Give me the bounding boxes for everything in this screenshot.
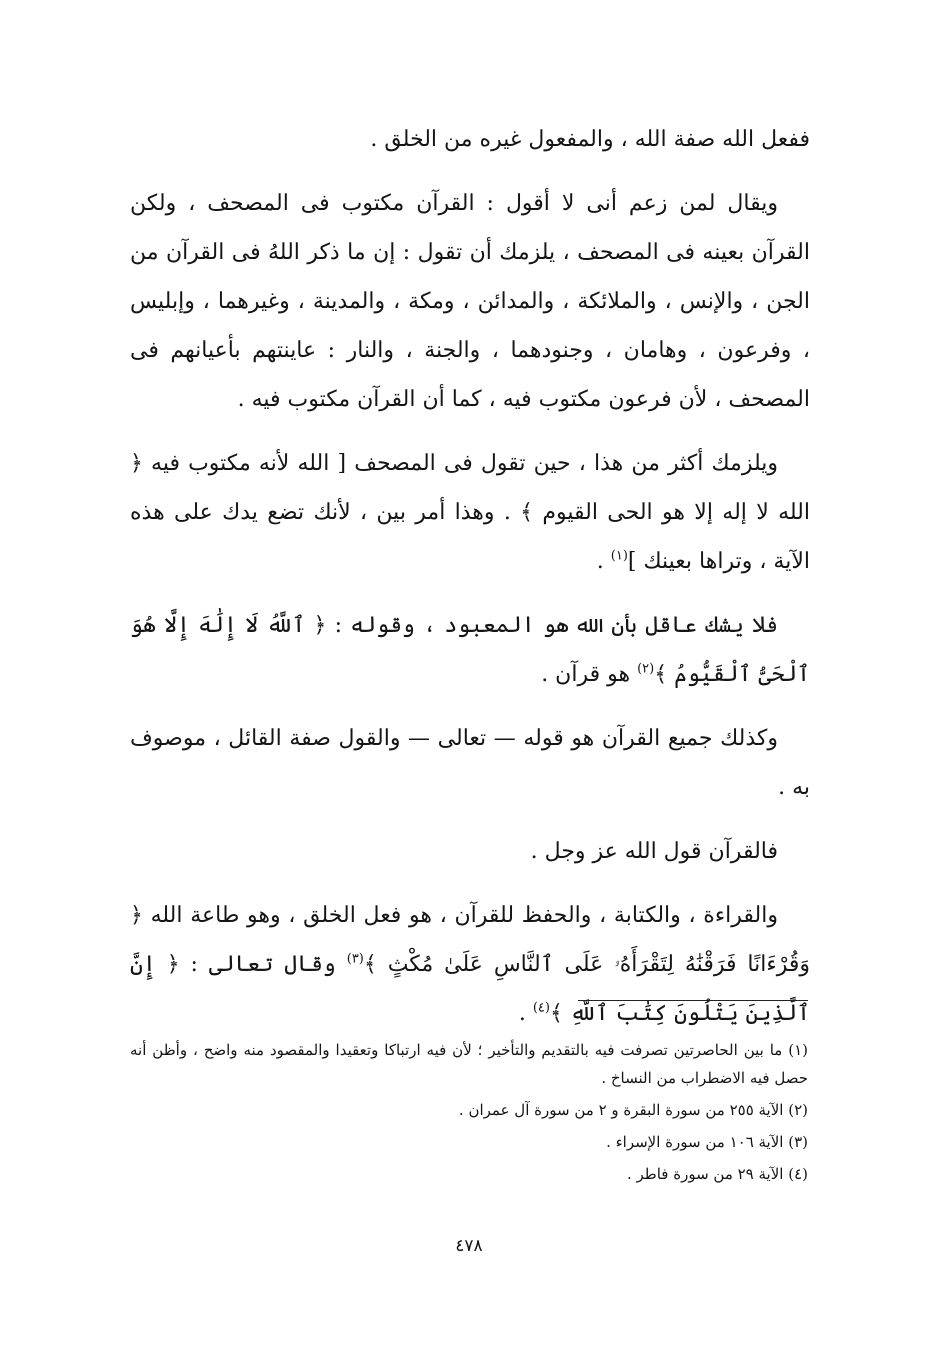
footnote-ref-1: (١) [610, 548, 628, 564]
footnote-1: (١) ما بين الحاصرتين تصرفت فيه بالتقديم والتأخير ؛ لأن فيه ارتباكا وتعقيدا والمقصود منه واضح ، وأظن أنه حصل فيه الاضطراب من النساخ . [130, 1041, 808, 1087]
paragraph-tail: وقال تعالى : ﴿ إِنَّ ٱلَّذِينَ يَتْلُونَ كِتَٰبَ ٱللَّهِ ﴾ [130, 952, 810, 1026]
paragraph-tail: . [596, 549, 611, 574]
paragraph-1 [130, 115, 810, 164]
paragraph-tail: هو قرآن . [541, 662, 638, 687]
footnotes [130, 1036, 808, 1192]
paragraph-text: وكذلك جميع القرآن هو قوله — تعالى — والقول صفة القائل ، موصوف به . [130, 726, 810, 800]
footnote-4: (٤) الآية ٢٩ من سورة فاطر . [626, 1165, 808, 1183]
paragraph-text: فلا يشك عاقل بأن الله هو المعبود ، وقوله : ﴿ ٱللَّهُ لَا إِلَٰهَ إِلَّا هُوَ ٱلْحَىُّ ٱلْقَيُّومُ ﴾ [130, 613, 810, 687]
paragraph-4 [130, 601, 810, 699]
footnote-ref-3: (٣) [346, 951, 364, 967]
paragraph-tail: . [518, 1001, 533, 1026]
main-text [130, 115, 810, 1053]
paragraph-7 [130, 891, 810, 1038]
footnote-divider [578, 1000, 808, 1001]
page-number: ٤٧٨ [455, 1236, 483, 1256]
paragraph-3 [130, 439, 810, 586]
paragraph-text: ففعل الله صفة الله ، والمفعول غيره من الخلق . [370, 127, 810, 152]
paragraph-6 [130, 827, 810, 876]
paragraph-text: والقراءة ، والكتابة ، والحفظ للقرآن ، هو فعل الخلق ، وهو طاعة الله ﴿ وَقُرْءَانًا فَرَقْنَٰهُ لِتَقْرَأَهُۥ عَلَى ٱلنَّاسِ عَلَىٰ مُكْثٍ ﴾ [130, 903, 810, 977]
paragraph-2 [130, 179, 810, 424]
paragraph-text: ويقال لمن زعم أنى لا أقول : القرآن مكتوب فى المصحف ، ولكن القرآن بعينه فى المصحف ، يلزمك أن تقول : إن ما ذكر اللهُ فى القرآن من الجن ، والإنس ، والملائكة ، والمدائن ، ومكة ، والمدينة ، وغيرهما ، وإبليس ، وفرعون ، وهامان ، وجنودهما ، والجنة ، والنار : عاينتهم بأعيانهم فى المصحف ، لأن فرعون مكتوب فيه ، كما أن القرآن مكتوب فيه . [130, 191, 810, 412]
paragraph-5 [130, 714, 810, 812]
paragraph-text: فالقرآن قول الله عز وجل . [530, 839, 778, 864]
footnote-ref-2: (٢) [637, 661, 655, 677]
footnote-3: (٣) الآية ١٠٦ من سورة الإسراء . [606, 1133, 808, 1151]
paragraph-text: ويلزمك أكثر من هذا ، حين تقول فى المصحف [ الله لأنه مكتوب فيه ﴿ الله لا إله إلا هو الحى القيوم ﴾ . وهذا أمر بين ، لأنك تضع يدك على هذه الآية ، وتراها بعينك ] [130, 451, 810, 574]
footnote-2: (٢) الآية ٢٥٥ من سورة البقرة و ٢ من سورة آل عمران . [458, 1101, 808, 1119]
footnote-ref-4: (٤) [532, 1000, 550, 1016]
